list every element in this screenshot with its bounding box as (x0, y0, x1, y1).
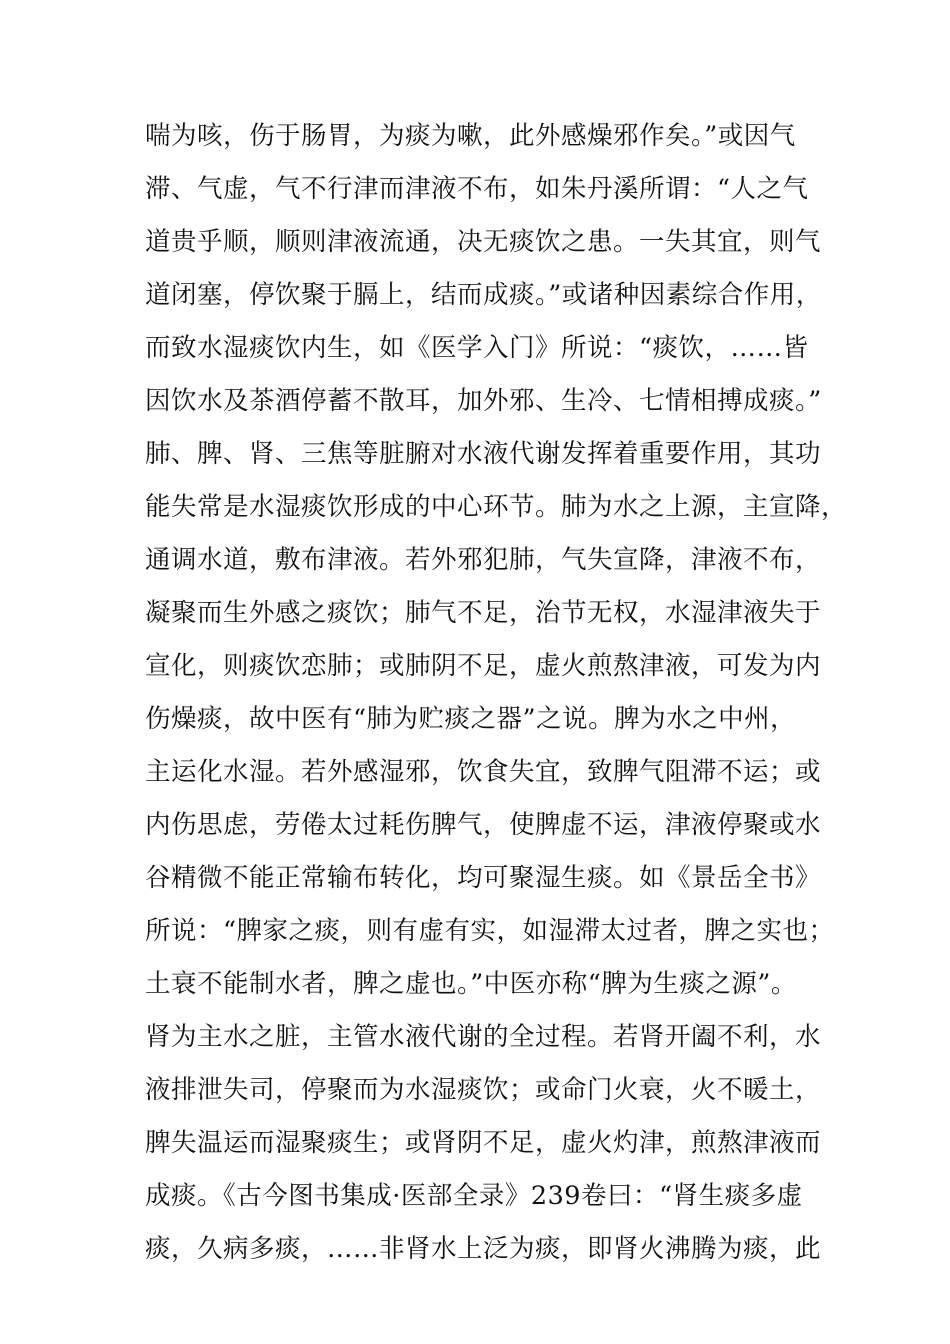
text-line: 喘为咳，伤于肠胃，为痰为嗽，此外感燥邪作矣。”或因气 (145, 121, 796, 151)
text-line: 伤燥痰，故中医有“肺为贮痰之器”之说。脾为水之中州， (145, 704, 797, 734)
text-line: 土衰不能制水者，脾之虚也。”中医亦称“脾为生痰之源”。 (145, 969, 797, 999)
text-line: 内伤思虑，劳倦太过耗伤脾气，使脾虚不运，津液停聚或水 (145, 810, 822, 840)
text-line: 痰，久病多痰，……非肾水上泛为痰，即肾火沸腾为痰，此 (145, 1234, 822, 1264)
text-line: 主运化水湿。若外感湿邪，饮食失宜，致脾气阻滞不运；或 (145, 757, 822, 787)
text-line: 所说：“脾家之痰，则有虚有实，如湿滞太过者，脾之实也； (145, 916, 835, 946)
text-line: 肺、脾、肾、三焦等脏腑对水液代谢发挥着重要作用，其功 (145, 439, 822, 469)
text-line: 因饮水及茶酒停蓄不散耳，加外邪、生冷、七情相搏成痰。” (145, 386, 822, 416)
text-line: 滞、气虚，气不行津而津液不布，如朱丹溪所谓：“人之气 (145, 174, 809, 204)
text-line: 能失常是水湿痰饮形成的中心环节。肺为水之上源，主宣降， (145, 492, 848, 522)
text-line: 肾为主水之脏，主管水液代谢的全过程。若肾开阖不利，水 (145, 1022, 822, 1052)
text-line: 宣化，则痰饮恋肺；或肺阴不足，虚火煎熬津液，可发为内 (145, 651, 822, 681)
text-line: 液排泄失司，停聚而为水湿痰饮；或命门火衰，火不暖土， (145, 1075, 822, 1105)
text-line: 道贵乎顺，顺则津液流通，决无痰饮之患。一失其宜，则气 (145, 227, 822, 257)
text-line: 通调水道，敷布津液。若外邪犯肺，气失宣降，津液不布， (145, 545, 822, 575)
text-line: 道闭塞，停饮聚于膈上，结而成痰。”或诸种因素综合作用， (145, 280, 822, 310)
text-line: 而致水湿痰饮内生，如《医学入门》所说：“痰饮，……皆 (145, 333, 809, 363)
text-line: 谷精微不能正常输布转化，均可聚湿生痰。如《景岳全书》 (145, 863, 822, 893)
text-line: 凝聚而生外感之痰饮；肺气不足，治节无权，水湿津液失于 (145, 598, 822, 628)
body-text (145, 110, 848, 1276)
text-line: 脾失温运而湿聚痰生；或肾阴不足，虚火灼津，煎熬津液而 (145, 1128, 822, 1158)
text-line: 成痰。《古今图书集成·医部全录》239卷曰：“肾生痰多虚 (145, 1181, 803, 1211)
